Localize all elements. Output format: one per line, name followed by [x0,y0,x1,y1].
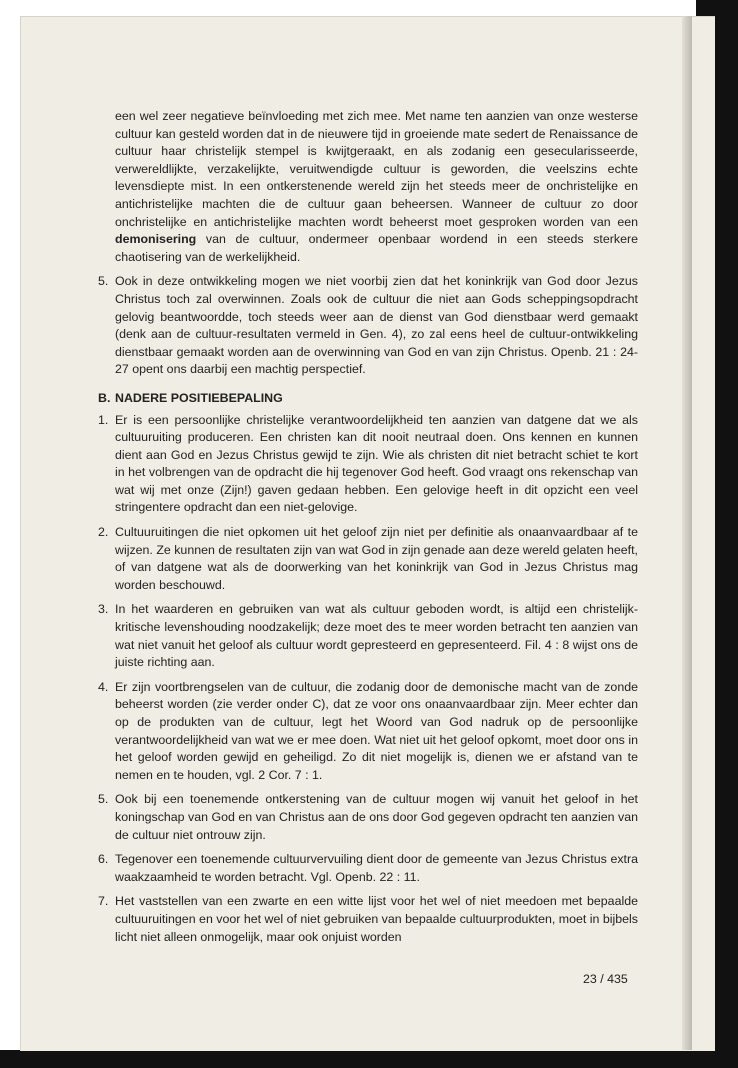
list-item-5-a [98,273,638,379]
list-item-b-4 [98,679,638,785]
intro-paragraph [98,108,638,266]
list-item-number: 2. [98,525,109,540]
intro-text-before: een wel zeer negatieve beïnvloeding met zich mee. Met name ten aanzien van onze westerse cultuur kan gesteld worden dat in de nieuwere tijd in groeiende mate sedert de Renaissance de cultuur haar christelijk stempel is kwijtgeraakt, en als zodanig een gesecularisseerde, verwereldlijkte, verzakelijkte, veruitwendigde cultuur is geworden, die veelszins echte levensdiepte mist. In een ontkerstenende wereld zijn het steeds meer de onchristelijke en antichristelijke machten die de cultuur gaan beheersen. Wanneer de cultuur zo door onchristelijke en antichristelijke machten wordt beheerst moet gesproken worden van een [115,109,638,229]
list-item-text: In het waarderen en gebruiken van wat als cultuur geboden wordt, is altijd een christelijk-kritische levenshouding noodzakelijk; deze moet des te meer worden betracht ten aanzien van wat niet vanuit het geloof als cultuur wordt gepresteerd en gepresenteerd. Fil. 4 : 8 wijst ons de juiste richting aan. [115,602,638,670]
section-letter: B. [98,390,111,405]
list-item-number: 4. [98,679,109,694]
section-heading-b [98,390,638,408]
intro-text-after: van de cultuur, ondermeer openbaar wordend in een steeds sterkere chaotisering van de werkelijkheid. [115,232,638,264]
list-item-text: Ook bij een toenemende ontkerstening van de cultuur mogen wij vanuit het geloof in het koningschap van God en van Christus aan de ons door God gegeven opdracht ten aanzien van de cultuur niet ontrouw zijn. [115,792,638,842]
scan-border-right [714,0,738,1068]
list-item-number: 3. [98,602,109,617]
list-item-b-2 [98,524,638,594]
list-item-number: 6. [98,852,109,867]
list-item-text: Er is een persoonlijke christelijke verantwoordelijkheid ten aanzien van datgene dat we als cultuuruiting produceren. Een christen kan dit nooit neutraal doen. Ons kennen en kunnen dient aan God en Jezus Christus gewijd te zijn. Wie als christen dit niet betracht schiet te kort in het volbrengen van de opdracht die hij tegenover God heeft. God vraagt ons rekenschap van wat wij met onze (Zijn!) gaven gedaan hebben. Een gelovige heeft in dit opzicht een veel stringentere opdracht dan een niet-gelovige. [115,412,638,515]
page-number: 23 / 435 [583,972,628,986]
list-item-b-5 [98,791,638,844]
list-item-text: Tegenover een toenemende cultuurvervuiling dient door de gemeente van Jezus Christus extra waakzaamheid te worden betracht. Vgl. Openb. 22 : 11. [115,852,638,884]
list-item-number: 7. [98,894,109,909]
list-item-text: Cultuuruitingen die niet opkomen uit het geloof zijn niet per definitie als onaanvaardbaar af te wijzen. Ze kunnen de resultaten zijn van wat God in zijn genade aan deze wereld gelaten heeft, of van datgene wat als de doorwerking van het koninkrijk van God in Jezus Christus mag worden beschouwd. [115,525,638,592]
document-body [98,108,638,946]
list-item-b-3 [98,601,638,671]
list-item-number: 5. [98,274,109,289]
list-item-b-1 [98,412,638,518]
list-item-number: 1. [98,412,109,427]
list-item-text: Ook in deze ontwikkeling mogen we niet voorbij zien dat het koninkrijk van God door Jezus Christus toch zal overwinnen. Zoals ook de cultuur die niet aan Gods scheppingsopdracht gelovig beantwoordde, toch steeds weer aan de dienst van God dienstbaar werd gemaakt (denk aan de cultuur-resultaten vermeld in Gen. 4), zo zal eens heel de cultuur-ontwikkeling dienstbaar gemaakt worden aan de overwinning van God en van zijn Christus. Openb. 21 : 24-27 opent ons daarbij een machtig perspectief. [115,274,638,377]
section-title: NADERE POSITIEBEPALING [115,390,283,405]
page-edge-shadow [682,16,692,1050]
list-item-text: Het vaststellen van een zwarte en een witte lijst voor het wel of niet meedoen met bepaalde cultuuruitingen en voor het wel of niet gebruiken van bepaalde cultuurprodukten, moet in bijbels licht niet alleen onmogelijk, maar ook onjuist worden [115,894,638,944]
intro-keyword: demonisering [115,232,197,247]
list-item-text: Er zijn voortbrengselen van de cultuur, die zodanig door de demonische macht van de zonde beheerst worden (zie verder onder C), dat ze voor ons onaanvaardbaar zijn. Meer echter dan op de produkten van de cultuur, legt het Woord van God nadruk op de persoonlijke verantwoordelijkheid van wat we er mee doen. Wat niet uit het geloof opkomt, moet door ons in het geloof worden gewijd en geheiligd. Zo dit niet mogelijk is, dienen we er afstand van te nemen en te houden, vgl. 2 Cor. 7 : 1. [115,679,638,782]
scan-border-bottom [0,1050,738,1068]
list-item-number: 5. [98,792,109,807]
list-item-b-6 [98,851,638,886]
list-item-b-7 [98,893,638,946]
